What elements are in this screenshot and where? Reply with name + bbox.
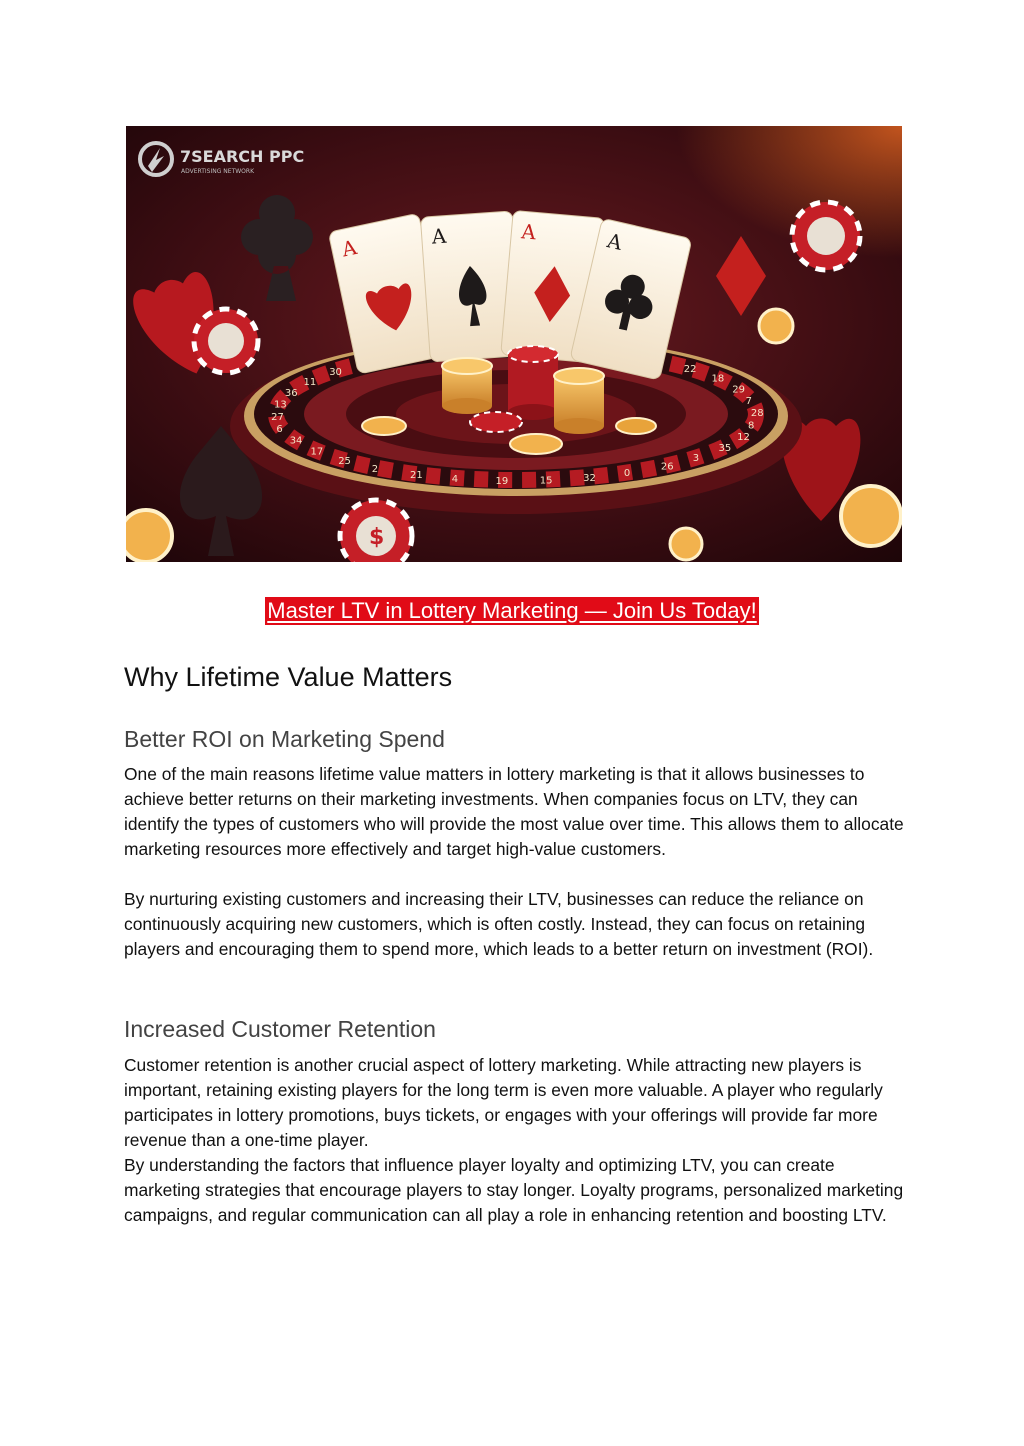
wheel-number: 28 [750,408,764,420]
card-rank-spades: A [430,223,448,249]
chip-stack-gold-2 [554,368,604,434]
card-rank-hearts: A [339,235,359,262]
wheel-number: 4 [451,474,459,485]
wheel-number: 29 [732,384,746,396]
wheel-number: 26 [660,461,674,473]
hero-illustration [126,126,902,562]
wheel-number: 15 [539,475,553,487]
wheel-number: 13 [274,399,287,411]
paragraph-roi-1: One of the main reasons lifetime value matters in lottery marketing is that it allows businesses to achieve better returns on their marketing investments. When companies focus on LTV, they can identify the types of customers who will provide the most value over time. This allows them to allocate marketing resources more effectively and target high-value customers. [124,764,904,859]
wheel-number: 36 [284,387,298,399]
chip-red-flying [194,309,258,373]
wheel-number: 12 [737,432,750,444]
subsection-title-roi: Better ROI on Marketing Spend [124,726,445,752]
wheel-number: 18 [711,373,725,385]
wheel-number: 3 [692,453,700,465]
section-title: Why Lifetime Value Matters [124,662,453,692]
chip-stack-red [508,346,558,420]
wheel-number: 8 [748,420,755,432]
wheel-number: 35 [718,443,732,455]
hero-image [126,126,902,562]
wheel-number: 30 [329,366,342,378]
brand-tagline: ADVERTISING NETWORK [181,168,255,175]
chip-red-flat [470,412,522,432]
wheel-number: 7 [745,396,752,408]
wheel-number: 17 [310,446,324,458]
chip-stack-gold [442,358,492,414]
paragraph-roi-2: By nurturing existing customers and increasing their LTV, businesses can reduce the reliance on continuously acquiring new customers, which is often costly. Instead, they can focus on retaining players and encouraging them to spend more, which leads to a better return on investment (ROI). [124,889,874,959]
wheel-number: 21 [410,469,423,481]
wheel-number: 6 [276,423,283,435]
wheel-number: 34 [289,435,303,447]
paragraph-retention-2: By understanding the factors that influence player loyalty and optimizing LTV, you can create marketing strategies that encourage players to stay longer. Loyalty programs, personalized marketing campaigns, and regular communication can all play a role in enhancing retention and boosting LTV. [124,1155,904,1225]
chip-red-flying-2 [792,202,860,270]
cta-container [0,597,1024,625]
wheel-number: 2 [371,463,379,475]
wheel-number: 27 [271,411,284,423]
card-rank-clubs: A [604,228,625,255]
wheel-number: 11 [303,376,317,388]
wheel-number: 25 [338,455,351,467]
join-cta-link[interactable]: Master LTV in Lottery Marketing — Join Us Today! [267,598,757,623]
wheel-number: 32 [583,473,596,484]
wheel-number: 19 [495,475,509,487]
paragraph-retention-1: Customer retention is another crucial aspect of lottery marketing. While attracting new players is important, retaining existing players for the long term is even more valuable. A player who regularly participates in lottery promotions, buys tickets, or engages with your offerings will provide far more revenue than a one-time player. [124,1055,883,1150]
subsection-title-retention: Increased Customer Retention [124,1016,436,1042]
chip-symbol: $ [369,525,385,550]
brand-name: 7SEARCH PPC [180,147,305,166]
wheel-number: 22 [683,364,697,376]
wheel-number: 0 [623,468,631,480]
card-rank-diamonds: A [520,219,537,245]
